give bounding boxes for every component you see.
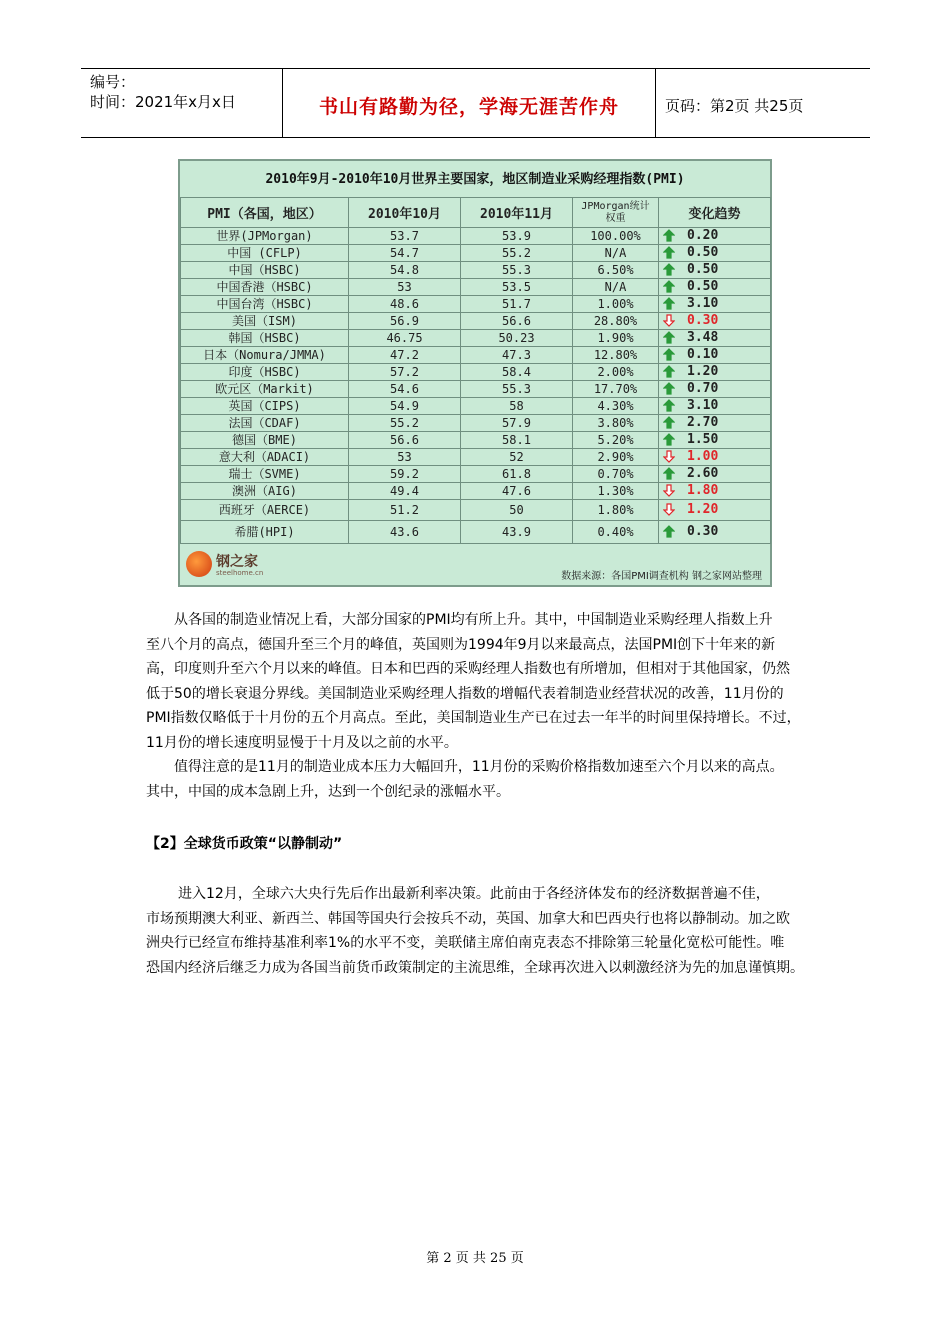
region-cell: 中国台湾（HSBC) (181, 296, 349, 313)
page-info: 页码：第2页 共25页 (665, 97, 804, 115)
arrow-down-icon (663, 503, 675, 516)
region-cell: 瑞士（SVME) (181, 466, 349, 483)
paragraph-line: 进入12月，全球六大央行先后作出最新利率决策。此前由于各经济体发布的经济数据普遍不佳， (178, 886, 770, 902)
trend-cell (659, 313, 771, 330)
paragraph-1 (146, 608, 816, 804)
oct-value-cell: 57.2 (349, 364, 461, 381)
paragraph-line: 11月份的增长速度明显慢于十月及以之前的水平。 (146, 734, 458, 751)
trend-cell (659, 364, 771, 381)
nov-value-cell: 56.6 (461, 313, 573, 330)
weight-cell: 4.30% (573, 398, 659, 415)
weight-cell: 2.90% (573, 449, 659, 466)
col-header-trend: 变化趋势 (659, 198, 771, 228)
arrow-up-icon (663, 416, 675, 429)
table-row (181, 432, 771, 449)
table-row (181, 296, 771, 313)
region-cell: 欧元区（Markit) (181, 381, 349, 398)
page-footer: 第 2 页 共 25 页 (426, 1251, 524, 1266)
paragraph-line: 值得注意的是11月的制造业成本压力大幅回升，11月份的采购价格指数加速至六个月以来的高点。 (174, 759, 784, 775)
change-value: 0.70 (687, 381, 719, 396)
logo-disc-icon (186, 551, 212, 577)
arrow-up-icon (663, 399, 675, 412)
oct-value-cell: 51.2 (349, 500, 461, 521)
number-label: 编号： (90, 73, 136, 91)
col-header-weight (573, 198, 659, 228)
col-header-region: PMI（各国，地区） (181, 198, 349, 228)
table-row (181, 415, 771, 432)
paragraph-line: 从各国的制造业情况上看，大部分国家的PMI均有所上升。其中，中国制造业采购经理人指数上升 (174, 612, 773, 628)
trend-cell (659, 500, 771, 521)
table-row (181, 381, 771, 398)
oct-value-cell: 54.8 (349, 262, 461, 279)
nov-value-cell: 55.3 (461, 262, 573, 279)
arrow-up-icon (663, 246, 675, 259)
nov-value-cell: 53.5 (461, 279, 573, 296)
paragraph-3 (146, 882, 816, 980)
oct-value-cell: 47.2 (349, 347, 461, 364)
arrow-down-icon (663, 314, 675, 327)
paragraph-line: 恐国内经济后继乏力成为各国当前货币政策制定的主流思维，全球再次进入以刺激经济为先的加息谨慎期。 (146, 959, 804, 976)
nov-value-cell: 58.4 (461, 364, 573, 381)
trend-cell (659, 296, 771, 313)
nov-value-cell: 50.23 (461, 330, 573, 347)
weight-cell: 0.70% (573, 466, 659, 483)
table-row (181, 500, 771, 521)
paragraph-line: 至八个月的高点，德国升至三个月的峰值，英国则为1994年9月以来最高点，法国PMI创下十年来的新 (146, 636, 776, 653)
arrow-up-icon (663, 280, 675, 293)
arrow-down-icon (663, 484, 675, 497)
weight-cell: 6.50% (573, 262, 659, 279)
region-cell: 中国 (CFLP) (181, 245, 349, 262)
section-title: 【2】全球货币政策“以静制动” (146, 836, 343, 852)
oct-value-cell: 53 (349, 279, 461, 296)
paragraph-line: PMI指数仅略低于十月份的五个月高点。至此，美国制造业生产已在过去一年半的时间里保持增长。不过， (146, 710, 801, 726)
oct-value-cell: 46.75 (349, 330, 461, 347)
pmi-table (180, 197, 771, 544)
nov-value-cell: 53.9 (461, 228, 573, 245)
weight-cell: 12.80% (573, 347, 659, 364)
oct-value-cell: 53.7 (349, 228, 461, 245)
change-value: 0.30 (687, 313, 719, 328)
arrow-up-icon (663, 263, 675, 276)
trend-cell (659, 262, 771, 279)
table-row (181, 245, 771, 262)
trend-cell (659, 381, 771, 398)
arrow-up-icon (663, 297, 675, 310)
oct-value-cell: 53 (349, 449, 461, 466)
trend-cell (659, 228, 771, 245)
arrow-down-icon (663, 450, 675, 463)
oct-value-cell: 48.6 (349, 296, 461, 313)
region-cell: 意大利（ADACI) (181, 449, 349, 466)
oct-value-cell: 54.9 (349, 398, 461, 415)
header-page-cell (656, 69, 870, 137)
nov-value-cell: 50 (461, 500, 573, 521)
paragraph-line: 洲央行已经宣布维持基准利率1%的水平不变，美联储主席伯南克表态不排除第三轮量化宽松可能性。唯 (146, 935, 785, 951)
logo-url: steelhome.cn (216, 569, 264, 577)
nov-value-cell: 51.7 (461, 296, 573, 313)
region-cell: 中国香港（HSBC) (181, 279, 349, 296)
table-row (181, 364, 771, 381)
arrow-up-icon (663, 467, 675, 480)
logo-name: 钢之家 (216, 554, 258, 570)
region-cell: 韩国（HSBC) (181, 330, 349, 347)
trend-cell (659, 466, 771, 483)
change-value: 2.70 (687, 415, 719, 430)
nov-value-cell: 58.1 (461, 432, 573, 449)
table-row (181, 228, 771, 245)
arrow-up-icon (663, 525, 675, 538)
col-header-nov: 2010年11月 (461, 198, 573, 228)
trend-cell (659, 415, 771, 432)
region-cell: 希腊(HPI) (181, 521, 349, 544)
motto: 书山有路勤为径，学海无涯苦作舟 (318, 96, 619, 118)
oct-value-cell: 49.4 (349, 483, 461, 500)
weight-cell: 2.00% (573, 364, 659, 381)
weight-cell: 1.30% (573, 483, 659, 500)
region-cell: 中国（HSBC) (181, 262, 349, 279)
nov-value-cell: 57.9 (461, 415, 573, 432)
oct-value-cell: 55.2 (349, 415, 461, 432)
nov-value-cell: 61.8 (461, 466, 573, 483)
paragraph-line: 市场预期澳大利亚、新西兰、韩国等国央行会按兵不动，英国、加拿大和巴西央行也将以静制动。加之欧 (146, 910, 790, 927)
region-cell: 西班牙（AERCE) (181, 500, 349, 521)
nov-value-cell: 47.6 (461, 483, 573, 500)
weight-cell: 100.00% (573, 228, 659, 245)
table-row (181, 521, 771, 544)
trend-cell (659, 330, 771, 347)
arrow-up-icon (663, 365, 675, 378)
nov-value-cell: 47.3 (461, 347, 573, 364)
data-source: 数据来源：各国PMI调查机构 钢之家网站整理 (561, 571, 762, 582)
nov-value-cell: 43.9 (461, 521, 573, 544)
nov-value-cell: 58 (461, 398, 573, 415)
trend-cell (659, 449, 771, 466)
table-row (181, 398, 771, 415)
change-value: 3.48 (687, 330, 719, 345)
trend-cell (659, 347, 771, 364)
nov-value-cell: 52 (461, 449, 573, 466)
table-row (181, 483, 771, 500)
col-header-weight-text: JPMorgan统计权重 (581, 200, 650, 224)
header-meta-cell (81, 69, 283, 137)
weight-cell: N/A (573, 245, 659, 262)
table-row (181, 262, 771, 279)
weight-cell: 3.80% (573, 415, 659, 432)
weight-cell: 1.90% (573, 330, 659, 347)
oct-value-cell: 54.7 (349, 245, 461, 262)
pmi-table-figure (178, 159, 772, 587)
change-value: 1.20 (687, 502, 719, 517)
table-header-row (181, 198, 771, 228)
table-row (181, 466, 771, 483)
arrow-up-icon (663, 331, 675, 344)
change-value: 3.10 (687, 296, 719, 311)
oct-value-cell: 56.9 (349, 313, 461, 330)
change-value: 0.50 (687, 262, 719, 277)
region-cell: 印度（HSBC) (181, 364, 349, 381)
change-value: 2.60 (687, 466, 719, 481)
arrow-up-icon (663, 433, 675, 446)
table-row (181, 347, 771, 364)
weight-cell: 5.20% (573, 432, 659, 449)
region-cell: 世界(JPMorgan) (181, 228, 349, 245)
pmi-table-footer (180, 545, 770, 585)
change-value: 1.00 (687, 449, 719, 464)
arrow-up-icon (663, 348, 675, 361)
trend-cell (659, 279, 771, 296)
change-value: 0.20 (687, 228, 719, 243)
change-value: 0.30 (687, 524, 719, 539)
oct-value-cell: 59.2 (349, 466, 461, 483)
trend-cell (659, 432, 771, 449)
trend-cell (659, 483, 771, 500)
arrow-up-icon (663, 382, 675, 395)
change-value: 0.10 (687, 347, 719, 362)
table-row (181, 313, 771, 330)
oct-value-cell: 56.6 (349, 432, 461, 449)
change-value: 1.80 (687, 483, 719, 498)
weight-cell: N/A (573, 279, 659, 296)
region-cell: 德国（BME) (181, 432, 349, 449)
time-label: 时间：2021年x月x日 (90, 93, 236, 111)
region-cell: 英国（CIPS) (181, 398, 349, 415)
region-cell: 美国（ISM) (181, 313, 349, 330)
nov-value-cell: 55.3 (461, 381, 573, 398)
header-motto-cell (283, 69, 656, 137)
arrow-up-icon (663, 229, 675, 242)
weight-cell: 0.40% (573, 521, 659, 544)
oct-value-cell: 54.6 (349, 381, 461, 398)
region-cell: 法国（CDAF) (181, 415, 349, 432)
region-cell: 日本（Nomura/JMMA) (181, 347, 349, 364)
pmi-table-title: 2010年9月-2010年10月世界主要国家，地区制造业采购经理指数(PMI) (265, 172, 685, 187)
change-value: 1.50 (687, 432, 719, 447)
paragraph-line: 低于50的增长衰退分界线。美国制造业采购经理人指数的增幅代表着制造业经营状况的改善，11月份的 (146, 685, 784, 702)
paragraph-line: 其中，中国的成本急剧上升，达到一个创纪录的涨幅水平。 (146, 783, 510, 800)
paragraph-line: 高，印度则升至六个月以来的峰值。日本和巴西的采购经理人指数也有所增加，但相对于其他国家，仍然 (146, 661, 790, 677)
page-header (81, 68, 870, 138)
change-value: 0.50 (687, 279, 719, 294)
trend-cell (659, 398, 771, 415)
weight-cell: 1.00% (573, 296, 659, 313)
change-value: 1.20 (687, 364, 719, 379)
change-value: 3.10 (687, 398, 719, 413)
oct-value-cell: 43.6 (349, 521, 461, 544)
table-row (181, 449, 771, 466)
weight-cell: 17.70% (573, 381, 659, 398)
weight-cell: 1.80% (573, 500, 659, 521)
steelhome-logo (186, 549, 286, 581)
trend-cell (659, 521, 771, 544)
change-value: 0.50 (687, 245, 719, 260)
nov-value-cell: 55.2 (461, 245, 573, 262)
pmi-table-body (181, 228, 771, 544)
table-row (181, 330, 771, 347)
table-row (181, 279, 771, 296)
trend-cell (659, 245, 771, 262)
col-header-oct: 2010年10月 (349, 198, 461, 228)
weight-cell: 28.80% (573, 313, 659, 330)
region-cell: 澳洲（AIG) (181, 483, 349, 500)
